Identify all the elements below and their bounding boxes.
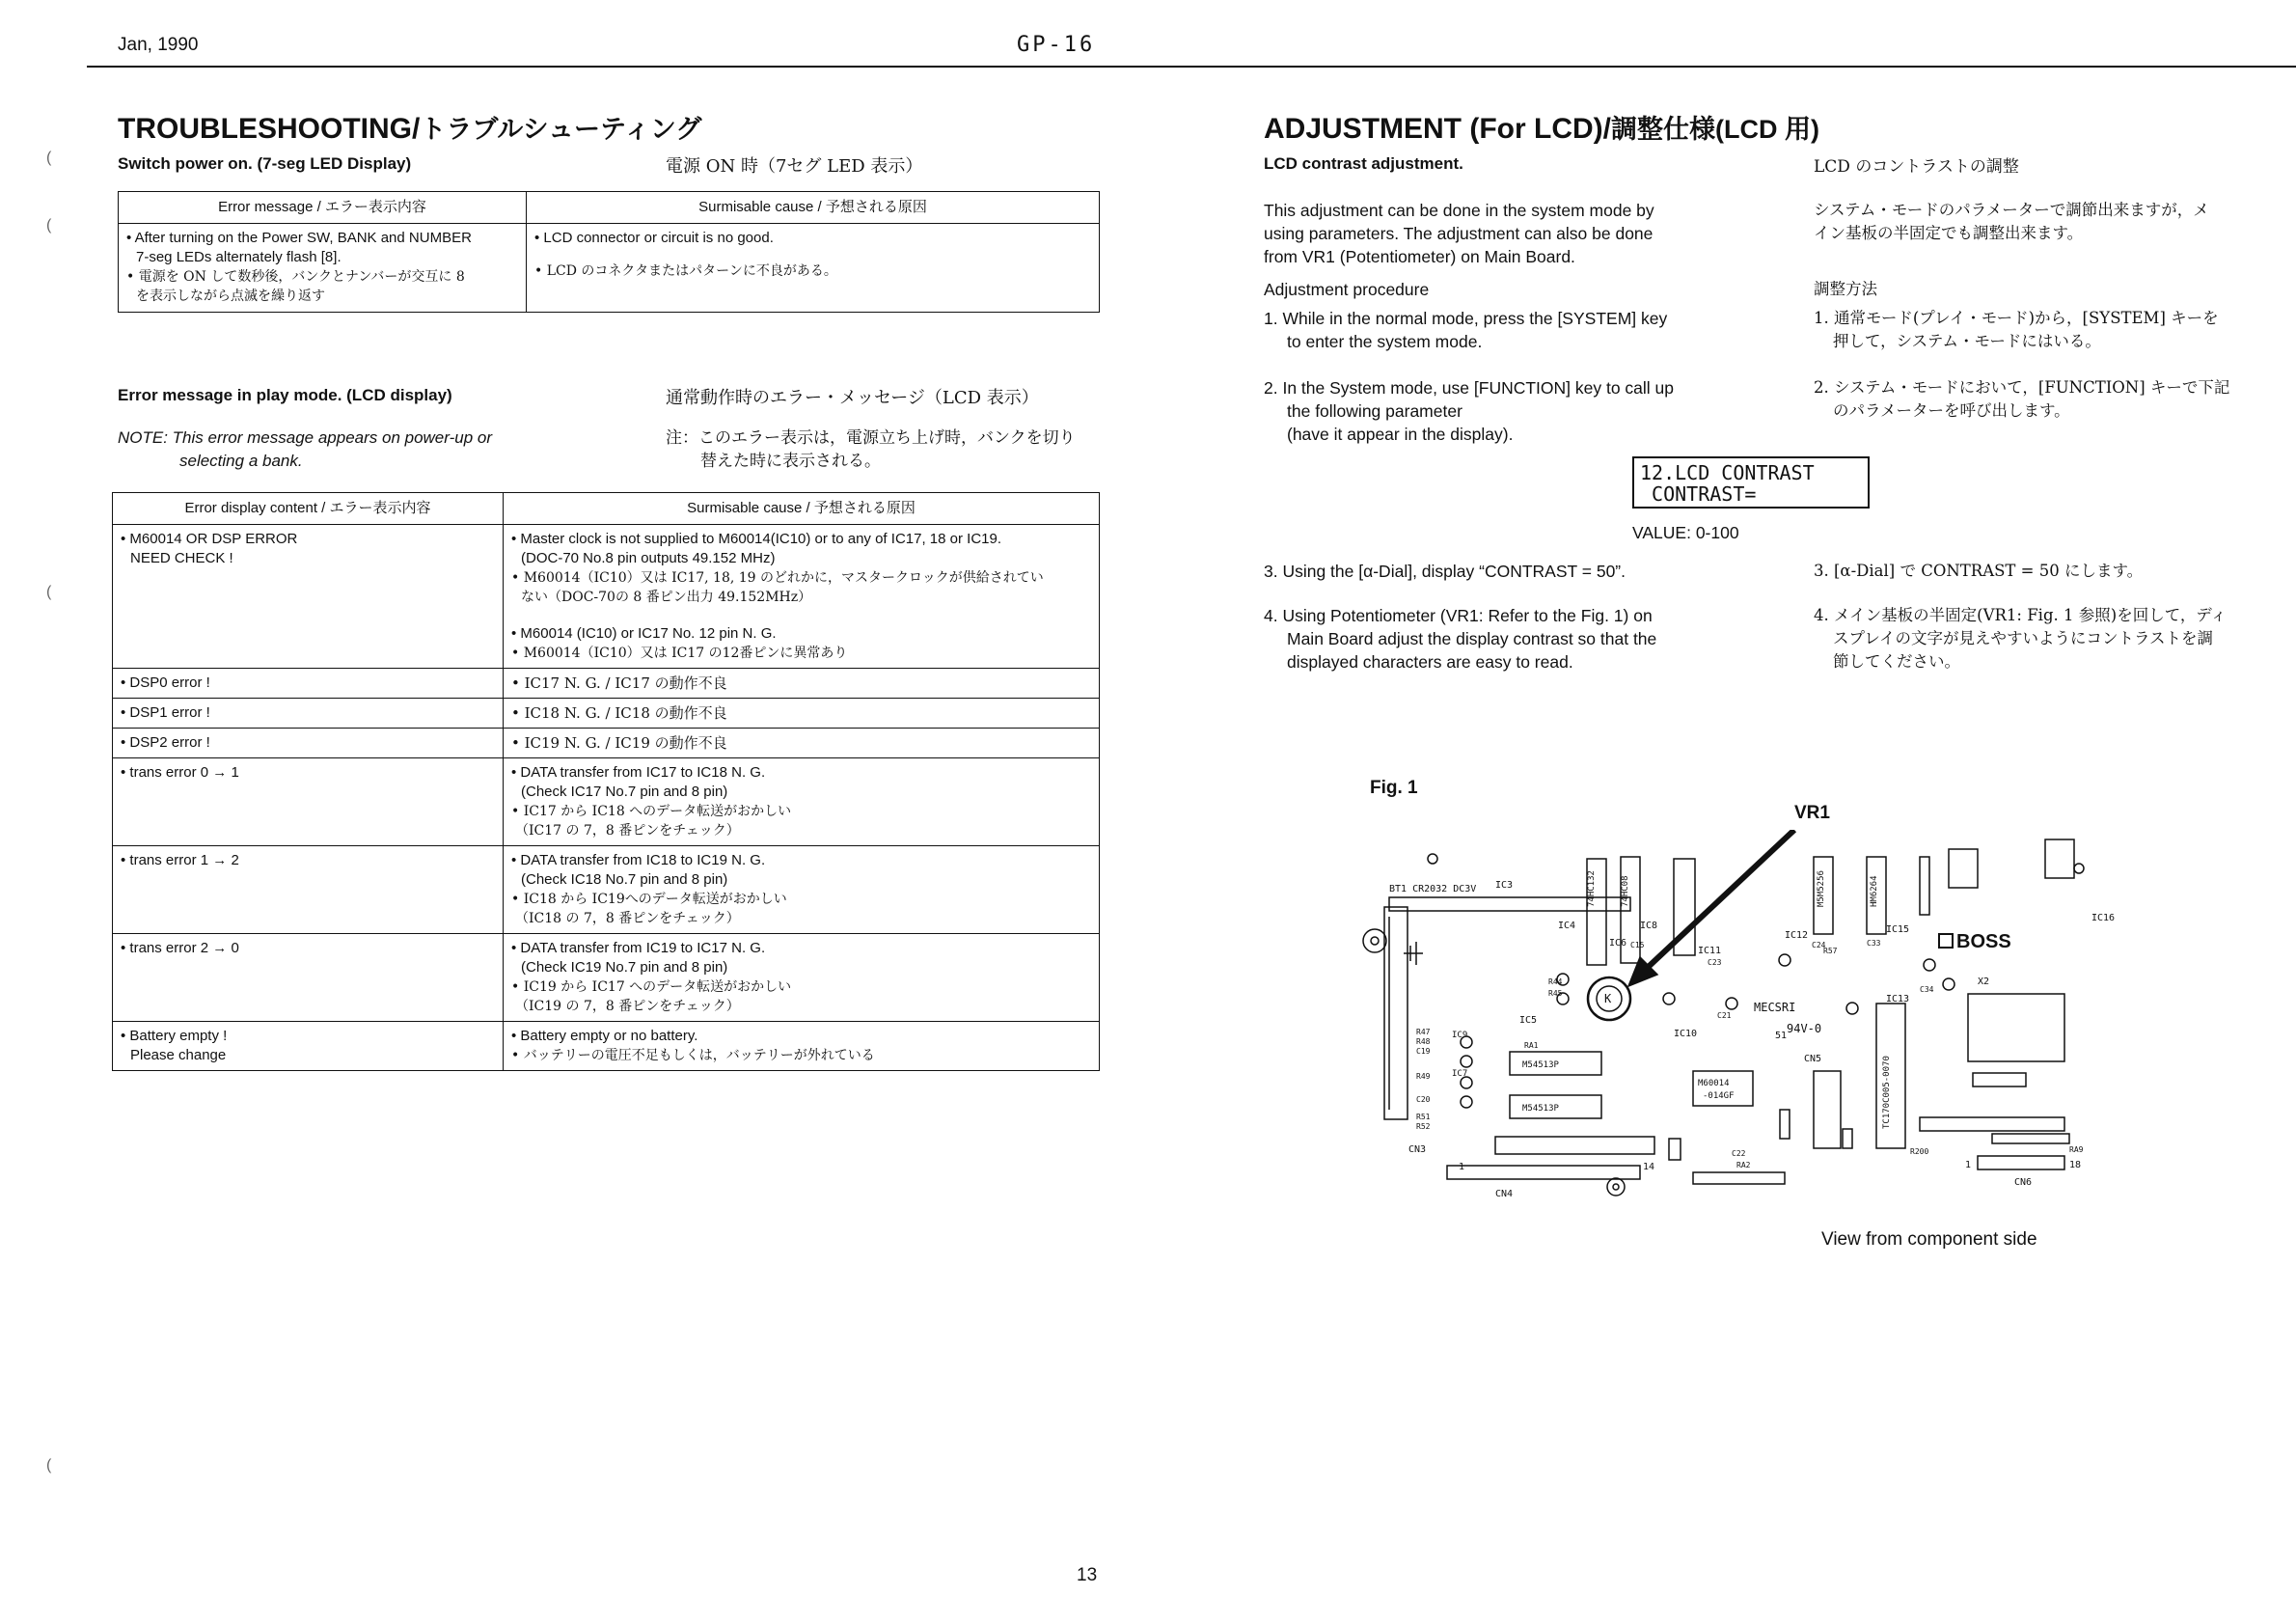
- t2-r5-cause: [504, 758, 1100, 846]
- cn3-connector: [1384, 907, 1408, 1119]
- t2-r1-c5: • M60014 (IC10) or IC17 No. 12 pin N. G.: [511, 625, 777, 642]
- step2-en-3: (have it appear in the display).: [1287, 425, 1514, 444]
- t2-r3-cause: • IC18 N. G. / IC18 の動作不良: [504, 699, 1100, 729]
- step2-en-2: the following parameter: [1287, 401, 1462, 421]
- t1-cause-jp: • LCD のコネクタまたはパターンに不良がある。: [534, 263, 837, 279]
- margin-mark: (: [46, 150, 52, 166]
- t2-r1-c6: • M60014（IC10）又は IC17 の12番ピンに異常あり: [511, 646, 848, 661]
- page-number: 13: [1077, 1565, 1098, 1585]
- pcb-ra9: RA9: [2069, 1145, 2084, 1154]
- pcb-ic10: IC10: [1674, 1029, 1698, 1039]
- pcb-ic12: IC12: [1785, 930, 1809, 941]
- note-jp: [666, 426, 1109, 473]
- step2-en: [1264, 376, 1804, 446]
- t2-r8-msg: [113, 1022, 504, 1071]
- sec2-heading-jp: 通常動作時のエラー・メッセージ（LCD 表示）: [666, 388, 1039, 408]
- step4-jp-1: 4. メイン基板の半固定(VR1: Fig. 1 参照)を回して，ディ: [1814, 606, 2228, 624]
- table-row: [119, 224, 1100, 313]
- t2-r7-c1: • DATA transfer from IC19 to IC17 N. G.: [511, 940, 766, 956]
- pcb-ic11: IC11: [1698, 946, 1722, 956]
- margin-mark: (: [46, 1457, 52, 1473]
- ra-bank: [1973, 1073, 2026, 1087]
- procedure-heading-jp: 調整方法: [1814, 280, 1877, 298]
- step2-jp-1: 2. システム・モードにおいて，[FUNCTION] キーで下記: [1814, 378, 2230, 397]
- pcb-mecsri: MECSRI: [1754, 1001, 1796, 1014]
- note-jp-1: 注：このエラー表示は，電源立ち上げ時，バンクを切り: [666, 428, 1076, 448]
- pcb-c21: C21: [1717, 1011, 1732, 1020]
- t2-r1-c1: • Master clock is not supplied to M60014(IC10) or to any of IC17, 18 or IC19.: [511, 531, 1002, 547]
- pcb-ic6: IC6: [1609, 938, 1627, 949]
- intro-jp-1: システム・モードのパラメーターで調節出来ますが，メ: [1814, 201, 2209, 219]
- t2-r6-c1: • DATA transfer from IC18 to IC19 N. G.: [511, 852, 766, 868]
- t1-cause-cell: [527, 224, 1100, 313]
- pcb-ic13: IC13: [1886, 994, 1910, 1004]
- adj-title-en: ADJUSTMENT (For LCD)/: [1264, 113, 1611, 145]
- title-jp: トラブルシューティング: [420, 115, 702, 144]
- pcb-r57: R57: [1823, 947, 1838, 955]
- t2-r7-c4: （IC19 の 7，8 番ピンをチェック）: [515, 999, 740, 1014]
- intro-en: [1264, 199, 1804, 268]
- pcb-m54513p-a: M54513P: [1522, 1060, 1559, 1070]
- t2-r5-c2: (Check IC17 No.7 pin and 8 pin): [521, 784, 728, 800]
- pcb-m5m5256: M5M5256: [1817, 870, 1826, 907]
- boss-logo: BOSS: [1956, 931, 2011, 952]
- table-row: [113, 1022, 1100, 1071]
- intro-en-2: using parameters. The adjustment can also be done: [1264, 224, 1654, 243]
- view-caption: View from component side: [1821, 1229, 2037, 1250]
- pcb-ic4: IC4: [1558, 921, 1576, 931]
- t2-r4-msg: • DSP2 error !: [113, 729, 504, 758]
- step3-en: 3. Using the [α-Dial], display “CONTRAST = 50”.: [1264, 562, 1626, 581]
- t2-r1-msg-2: NEED CHECK !: [130, 550, 233, 566]
- t2-r8-msg-2: Please change: [130, 1047, 227, 1063]
- margin-mark: (: [46, 217, 52, 234]
- t2-r6-c2: (Check IC18 No.7 pin and 8 pin): [521, 871, 728, 888]
- table-row: [113, 758, 1100, 846]
- t2-r6-c4: （IC18 の 7，8 番ピンをチェック）: [515, 911, 740, 926]
- t2-r6-msg: • trans error 1 → 2: [113, 846, 504, 934]
- pcb-94v0: 94V-0: [1787, 1022, 1822, 1035]
- lcd-line-2: CONTRAST=: [1640, 482, 1757, 506]
- mount-hole: [1363, 929, 1386, 952]
- note-en-1: NOTE: This error message appears on power-up or: [118, 428, 493, 447]
- sec1-heading: Switch power on. (7-seg LED Display): [118, 154, 412, 173]
- step2-en-1: 2. In the System mode, use [FUNCTION] key to call up: [1264, 378, 1675, 398]
- title-en: TROUBLESHOOTING/: [118, 113, 421, 145]
- header-model: GP-16: [1017, 33, 1096, 57]
- t2-r2-msg: • DSP0 error !: [113, 669, 504, 699]
- t2-col2-header: Surmisable cause / 予想される原因: [504, 493, 1100, 525]
- lcd-value-range: VALUE: 0-100: [1632, 523, 1739, 542]
- ic16: [1920, 857, 1929, 915]
- t2-r1-cause: [504, 525, 1100, 669]
- pcb-r49: R49: [1416, 1072, 1431, 1081]
- lcd-line-1: 12.LCD CONTRAST: [1640, 461, 1815, 484]
- pcb-tc170: TC170C005-0070: [1882, 1056, 1892, 1129]
- t2-r5-msg: • trans error 0 → 1: [113, 758, 504, 846]
- intro-jp: [1814, 199, 2267, 245]
- t1-col2-header: Surmisable cause / 予想される原因: [527, 192, 1100, 224]
- step1-jp-1: 1. 通常モード(プレイ・モード)から，[SYSTEM] キーを: [1814, 309, 2219, 327]
- pcb-c24: C24: [1812, 941, 1826, 949]
- figure-label: Fig. 1: [1370, 778, 1418, 798]
- t2-r7-msg: • trans error 2 → 0: [113, 934, 504, 1022]
- t1-msg-jp-1: • 電源を ON して数秒後，バンクとナンバーが交互に 8: [126, 269, 465, 285]
- pcb-cn3: CN3: [1408, 1144, 1427, 1155]
- pcb-74hc132: 74HC132: [1587, 870, 1597, 907]
- lcd-contrast-sub: LCD contrast adjustment.: [1264, 154, 1463, 173]
- step2-jp: [1814, 376, 2277, 423]
- table-row: [113, 525, 1100, 669]
- adjustment-title: [1264, 108, 1819, 146]
- pcb-ic8: IC8: [1640, 921, 1658, 931]
- step2-jp-2: のパラメーターを呼び出します。: [1833, 401, 2070, 420]
- sec2-heading: Error message in play mode. (LCD display): [118, 386, 452, 404]
- cn6: [1978, 1156, 2064, 1169]
- cn4: [1447, 1166, 1640, 1179]
- pcb-vr1-k: K: [1604, 992, 1612, 1005]
- table-led-errors: [118, 191, 1100, 313]
- x2-crystal: [1968, 994, 2064, 1061]
- pcb-c22: C22: [1732, 1149, 1746, 1158]
- pcb-pin1-b: 1: [1965, 1160, 1972, 1170]
- table-play-errors: [112, 492, 1100, 1071]
- t2-r5-c1: • DATA transfer from IC17 to IC18 N. G.: [511, 764, 766, 781]
- pcb-hm6264: HM6264: [1870, 875, 1879, 907]
- t1-col1-header: Error message / エラー表示内容: [119, 192, 527, 224]
- table-row: [113, 846, 1100, 934]
- table-row: [113, 934, 1100, 1022]
- t2-r8-c2: • バッテリーの電圧不足もしくは，バッテリーが外れている: [511, 1048, 875, 1063]
- step1-en-1: 1. While in the normal mode, press the [SYSTEM] key: [1264, 309, 1668, 328]
- header-rule: [87, 66, 2296, 68]
- t2-r8-cause: [504, 1022, 1100, 1071]
- step4-jp: [1814, 604, 2277, 674]
- t2-r1-msg-1: • M60014 OR DSP ERROR: [121, 531, 298, 547]
- table-row: [113, 669, 1100, 699]
- ra-array: [1495, 1137, 1654, 1154]
- pcb-r44: R44: [1548, 977, 1563, 986]
- table-row: [113, 729, 1100, 758]
- step4-jp-3: 節してください。: [1833, 652, 1960, 671]
- pcb-x2: X2: [1978, 977, 1990, 987]
- table-row: [113, 699, 1100, 729]
- ra2: [1693, 1172, 1785, 1184]
- sec1-heading-jp: 電源 ON 時（7セグ LED 表示）: [666, 156, 923, 177]
- pcb-r200: R200: [1910, 1147, 1929, 1156]
- margin-mark: (: [46, 584, 52, 600]
- pcb-c15: C15: [1630, 941, 1645, 949]
- step4-en-1: 4. Using Potentiometer (VR1: Refer to the Fig. 1) on: [1264, 606, 1653, 625]
- pcb-c33: C33: [1867, 939, 1881, 948]
- t2-r6-c3: • IC18 から IC19へのデータ転送がおかしい: [511, 892, 787, 907]
- pcb-m60014: M60014: [1698, 1079, 1730, 1088]
- t1-msg-jp-2: を表示しながら点滅を繰り返す: [136, 289, 325, 304]
- t1-msg-en-1: • After turning on the Power SW, BANK and NUMBER: [126, 230, 472, 246]
- t2-r1-msg: [113, 525, 504, 669]
- t2-r7-c2: (Check IC19 No.7 pin and 8 pin): [521, 959, 728, 976]
- step4-jp-2: スプレイの文字が見えやすいようにコントラストを調: [1833, 629, 2214, 647]
- pcb-pin14: 14: [1643, 1162, 1655, 1172]
- pcb-r48: R48: [1416, 1037, 1431, 1046]
- intro-en-1: This adjustment can be done in the system mode by: [1264, 201, 1654, 220]
- pcb-ic15: IC15: [1886, 924, 1910, 935]
- pcb-cn4: CN4: [1495, 1189, 1514, 1199]
- intro-jp-2: イン基板の半固定でも調整出来ます。: [1814, 224, 2084, 242]
- step4-en-3: displayed characters are easy to read.: [1287, 652, 1573, 672]
- step4-en: [1264, 604, 1804, 674]
- t1-cause-en: • LCD connector or circuit is no good.: [534, 230, 774, 246]
- pcb-c23: C23: [1708, 958, 1722, 967]
- step1-en-2: to enter the system mode.: [1287, 332, 1483, 351]
- step3-jp: 3. [α-Dial] で CONTRAST = 50 にします。: [1814, 562, 2144, 580]
- pcb-pin1-a: 1: [1459, 1162, 1465, 1172]
- pcb-ic3: IC3: [1495, 880, 1514, 891]
- pcb-74hc08: 74HC08: [1621, 875, 1630, 907]
- boss-logo-mark: [1939, 934, 1953, 948]
- pcb-ic7: IC7: [1452, 1069, 1468, 1079]
- t2-r7-cause: [504, 934, 1100, 1022]
- step4-en-2: Main Board adjust the display contrast so that the: [1287, 629, 1657, 648]
- x2: [1949, 849, 1978, 888]
- t2-r2-cause: • IC17 N. G. / IC17 の動作不良: [504, 669, 1100, 699]
- vr1-label: VR1: [1794, 803, 1830, 823]
- pcb-r47: R47: [1416, 1028, 1431, 1036]
- t1-message-cell: [119, 224, 527, 313]
- t2-r8-msg-1: • Battery empty !: [121, 1028, 228, 1044]
- pcb-cn5: CN5: [1804, 1054, 1822, 1064]
- pcb-r45: R45: [1548, 989, 1563, 998]
- note-jp-2: 替えた時に表示される。: [700, 452, 881, 471]
- t2-r1-c3: • M60014（IC10）又は IC17, 18, 19 のどれかに，マスタークロックが供給されてい: [511, 570, 1044, 586]
- t2-r5-c3: • IC17 から IC18 へのデータ転送がおかしい: [511, 804, 792, 819]
- header-date: Jan, 1990: [118, 35, 199, 55]
- t2-r7-c3: • IC19 から IC17 へのデータ転送がおかしい: [511, 979, 792, 995]
- step1-jp-2: 押して，システム・モードにはいる。: [1833, 332, 2101, 350]
- pcb-c34: C34: [1920, 985, 1934, 994]
- pcb-ra1: RA1: [1524, 1041, 1539, 1050]
- pcb-pin51: 51: [1775, 1031, 1788, 1041]
- pcb-m54513p-b: M54513P: [1522, 1104, 1559, 1114]
- t2-r1-c4: ない（DOC-70の 8 番ピン出力 49.152MHz）: [521, 590, 812, 605]
- intro-en-3: from VR1 (Potentiometer) on Main Board.: [1264, 247, 1575, 266]
- note-en-2: selecting a bank.: [179, 452, 303, 470]
- mount-hole: [1607, 1178, 1625, 1196]
- adj-title-jp: 調整仕様(LCD 用): [1610, 115, 1819, 144]
- resistor-bank: [1920, 1117, 2064, 1131]
- pcb-014gf: -014GF: [1703, 1091, 1735, 1101]
- t2-r5-c4: （IC17 の 7，8 番ピンをチェック）: [515, 823, 740, 839]
- troubleshooting-title: [118, 108, 701, 146]
- step1-jp: [1814, 307, 2277, 353]
- pcb-diagram: [1351, 830, 2122, 1216]
- t2-r1-c2: (DOC-70 No.8 pin outputs 49.152 MHz): [521, 550, 776, 566]
- pcb-ra2: RA2: [1736, 1161, 1751, 1169]
- t2-r3-msg: • DSP1 error !: [113, 699, 504, 729]
- t1-msg-en-2: 7-seg LEDs alternately flash [8].: [136, 249, 342, 265]
- pcb-ic5: IC5: [1519, 1015, 1538, 1026]
- pcb-r52: R52: [1416, 1122, 1431, 1131]
- t2-r4-cause: • IC19 N. G. / IC19 の動作不良: [504, 729, 1100, 758]
- t2-col1-header: Error display content / エラー表示内容: [113, 493, 504, 525]
- pcb-r51: R51: [1416, 1113, 1431, 1121]
- note-en: [118, 426, 658, 473]
- cn5: [1814, 1071, 1841, 1148]
- lcd-contrast-sub-jp: LCD のコントラストの調整: [1814, 157, 2019, 177]
- procedure-heading: Adjustment procedure: [1264, 280, 1430, 299]
- lcd-display: [1632, 456, 1870, 509]
- t2-r8-c1: • Battery empty or no battery.: [511, 1028, 698, 1044]
- pcb-c19: C19: [1416, 1047, 1431, 1056]
- pcb-pin18: 18: [2069, 1160, 2082, 1170]
- pcb-ic9: IC9: [1452, 1031, 1468, 1040]
- pcb-ic16: IC16: [2091, 913, 2116, 923]
- step1-en: [1264, 307, 1804, 353]
- pcb-bt1: BT1 CR2032 DC3V: [1389, 884, 1477, 894]
- t2-r6-cause: [504, 846, 1100, 934]
- pcb-cn6: CN6: [2014, 1177, 2033, 1188]
- pcb-c20: C20: [1416, 1095, 1431, 1104]
